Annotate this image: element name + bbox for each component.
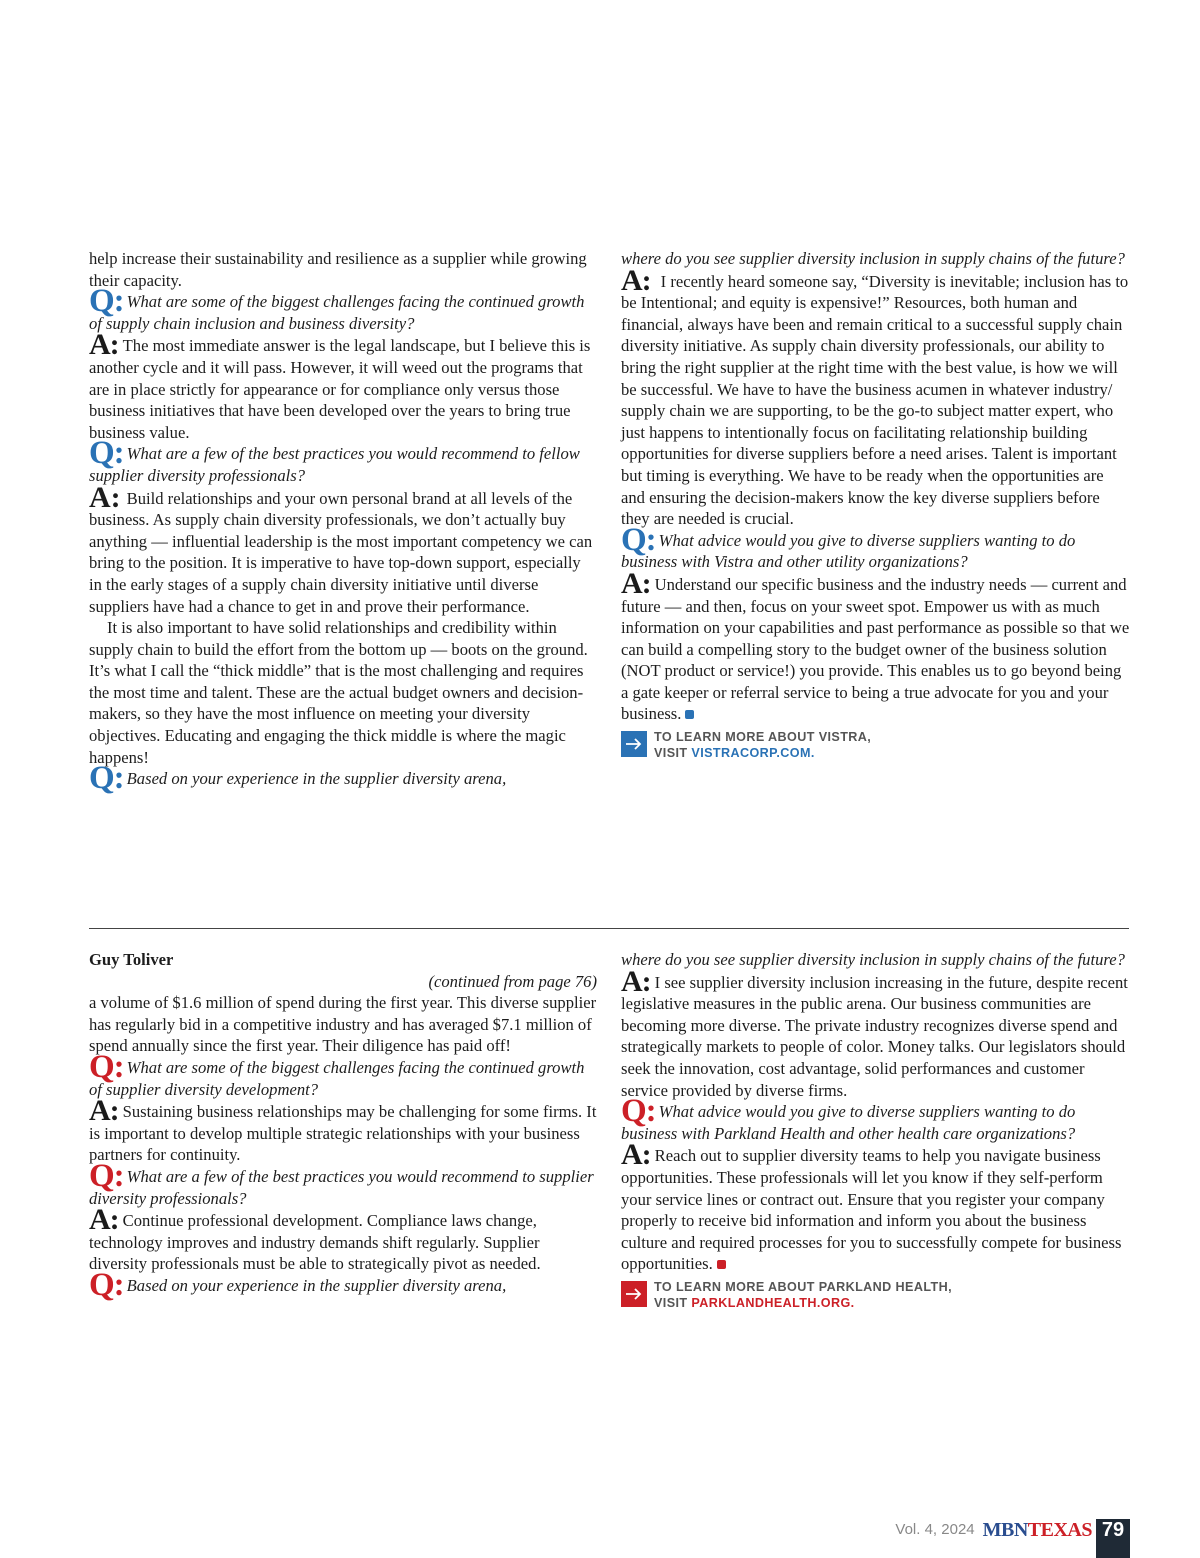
question-mark-label: Q: (89, 283, 124, 320)
question-mark-label: Q: (621, 521, 656, 558)
parkland-website-link[interactable]: PARKLANDHEALTH.ORG. (691, 1295, 855, 1310)
answer-text: The most immediate answer is the legal landscape, but I believe this is another cycle and it will pass. However, it will weed out the programs that are in place strictly for appearance or for compliance only versus those business initiatives that have been developed over the years to bring true business value. (89, 336, 591, 442)
end-of-article-square-icon (717, 1260, 726, 1269)
vistra-answer-2-continued: It is also important to have solid relationships and credibility within supply chain to build the effort from the bottom up — boots on the ground. It’s what I call the “thick middle” that is the most challenging and requires the most time and talent. These are the actual budget owners and decision-makers, so they have the most influence on meeting your diversity objectives. Educating and engaging the thick middle is where the magic happens! (89, 618, 588, 767)
volume-label: Vol. 4, 2024 (895, 1521, 975, 1538)
answer-mark-label: A: (621, 1138, 651, 1172)
question-text: What are some of the biggest challenges facing the continued growth of supplier diversity development? (89, 1057, 585, 1099)
arrow-right-icon (621, 731, 647, 757)
question-text: What advice would you give to diverse suppliers wanting to do business with Vistra and other utility organizations? (621, 530, 1076, 572)
parkland-question-3 (89, 1266, 597, 1303)
answer-mark-label: A: (89, 1094, 119, 1128)
visit-label: VISIT (654, 746, 688, 761)
answer-text: Sustaining business relationships may be challenging for some firms. It is important to develop multiple strategic relationships with your business partners for continuity. (89, 1102, 597, 1165)
answer-text: I recently heard someone say, “Diversity is inevitable; inclusion has to be Intentional; and equity is expensive!” Resources, both human and financial, always have been and remain critical to a successful supply chain diversity initiative. As supply chain diversity professionals, our ability to bring the right supplier at the right time with the best value, is how we will be successful. We have to have the business acumen in whatever industry/ supply chain we are supporting, to be the go-to subject matter expert, who just happens to intentionally focus on facilitating relationship building opportunities for diverse suppliers before a need arises. Talent is important but timing is everything. We have to be ready when the opportunities are and ensuring the decision-makers know the key diverse suppliers before they are needed is crucial. (621, 271, 1129, 529)
answer-text: Continue professional development. Compliance laws change, technology improves and industry demands shift regularly. Supplier diversity professionals must be able to strategically pivot as needed. (89, 1211, 541, 1274)
vistra-question-4 (621, 521, 1131, 573)
continued-note: (continued from page 76) (428, 971, 597, 991)
magazine-logo (983, 1519, 1092, 1542)
arrow-right-icon (621, 1281, 647, 1307)
question-text: Based on your experience in the supplier diversity arena, (126, 769, 507, 789)
question-mark-label: Q: (89, 1048, 124, 1085)
parkland-answer-3 (621, 964, 1131, 1102)
learn-more-visit-line (654, 1295, 952, 1311)
learn-more-text (654, 729, 871, 761)
parkland-question-4 (621, 1093, 1131, 1144)
parkland-left-column (89, 949, 597, 1303)
answer-text: Build relationships and your own personal brand at all levels of the business. As supply chain diversity professionals, we don’t actually buy anything — influential leadership is the most important competency we can bring to the position. It is imperative to have top-down support, especially in the early stages of a supply chain diversity initiative until diverse suppliers have had a chance to get in and prove their performance. (89, 488, 593, 616)
answer-mark-label: A: (89, 480, 121, 514)
learn-more-line: TO LEARN MORE ABOUT VISTRA, (654, 730, 872, 745)
parkland-answer-1 (89, 1094, 597, 1166)
vistra-answer-2 (89, 480, 597, 618)
question-text: Based on your experience in the supplier diversity arena, (126, 1275, 507, 1295)
vistra-left-column (89, 248, 597, 797)
vistra-question-2 (89, 435, 597, 486)
learn-more-text (654, 1279, 952, 1311)
answer-text: Understand our specific business and the industry needs — current and future — and then, focus on your sweet spot. Empower us with as much information on your capabilities and past performance as possible so that we can build a compelling story to the budget owner of the business solution (NOT product or service!) you provide. This enables us to go beyond being a gate keeper or referral service to being a true advocate for you and your business. (621, 574, 1130, 724)
logo-texas: TEXAS (1027, 1519, 1092, 1541)
vistra-answer-4 (621, 566, 1131, 725)
parkland-right-column (621, 949, 1131, 1311)
answer-text: I see supplier diversity inclusion increasing in the future, despite recent legislative measures in the public arena. Our business communities are becoming more diverse. The private industry recognizes diverse spend and strategically markets to people of color. Money talks. Our legislators should seek the innovation, cost advantage, solid performances and customer service provided by diverse firms. (621, 972, 1128, 1100)
parkland-answer-4 (621, 1138, 1131, 1275)
parkland-question-3-continued: where do you see supplier diversity inclusion in supply chains of the future? (621, 950, 1125, 969)
vistra-learn-more (621, 729, 1131, 761)
author-name: Guy Toliver (89, 950, 174, 969)
question-text: What advice would you give to diverse suppliers wanting to do business with Parkland Health and other health care organizations? (621, 1102, 1076, 1143)
vistra-website-link[interactable]: VISTRACORP.COM. (691, 746, 815, 761)
answer-text: Reach out to supplier diversity teams to help you navigate business opportunities. These professionals will let you know if they self-perform your service lines or contract out. Ensure that you register your company properly to receive bid information and inform you about the business culture and required processes for you to successfully compete for business opportunities. (621, 1146, 1122, 1274)
vistra-question-1 (89, 283, 597, 334)
page-number: 79 (1096, 1519, 1130, 1558)
vistra-answer-1 (89, 328, 597, 443)
parkland-learn-more (621, 1279, 1131, 1311)
question-mark-label: Q: (89, 1266, 124, 1303)
section-divider (89, 928, 1129, 929)
vistra-answer-3 (621, 263, 1131, 530)
question-text: What are a few of the best practices you would recommend to supplier diversity professionals? (89, 1166, 594, 1208)
answer-mark-label: A: (621, 566, 651, 600)
visit-label: VISIT (654, 1295, 688, 1310)
answer-mark-label: A: (89, 328, 119, 362)
logo-mbn: MBN (982, 1519, 1028, 1541)
answer-mark-label: A: (621, 964, 651, 998)
end-of-article-square-icon (685, 710, 694, 719)
question-text: What are some of the biggest challenges facing the continued growth of supply chain inclusion and business diversity? (89, 292, 585, 333)
question-mark-label: Q: (89, 1157, 124, 1194)
vistra-question-3-continued: where do you see supplier diversity inclusion in supply chains of the future? (621, 249, 1125, 268)
answer-mark-label: A: (621, 263, 651, 297)
vistra-right-column (621, 248, 1131, 761)
vistra-intro-text: help increase their sustainability and resilience as a supplier while growing their capacity. (89, 249, 587, 290)
learn-more-line: TO LEARN MORE ABOUT PARKLAND HEALTH, (654, 1279, 952, 1294)
parkland-question-1 (89, 1048, 597, 1100)
parkland-question-2 (89, 1157, 597, 1209)
page-footer (895, 1519, 1130, 1558)
question-mark-label: Q: (89, 760, 124, 797)
parkland-answer-2 (89, 1203, 597, 1275)
parkland-intro-text: a volume of $1.6 million of spend during the first year. This diverse supplier has regularly bid in a competitive industry and has averaged $7.1 million of spend annually since the first year. Their diligence has paid off! (89, 993, 597, 1056)
question-mark-label: Q: (621, 1093, 656, 1130)
answer-mark-label: A: (89, 1203, 119, 1237)
question-text: What are a few of the best practices you would recommend to fellow supplier diversity professionals? (89, 444, 580, 485)
question-mark-label: Q: (89, 435, 124, 472)
vistra-question-3 (89, 760, 597, 797)
learn-more-visit-line (654, 745, 871, 761)
